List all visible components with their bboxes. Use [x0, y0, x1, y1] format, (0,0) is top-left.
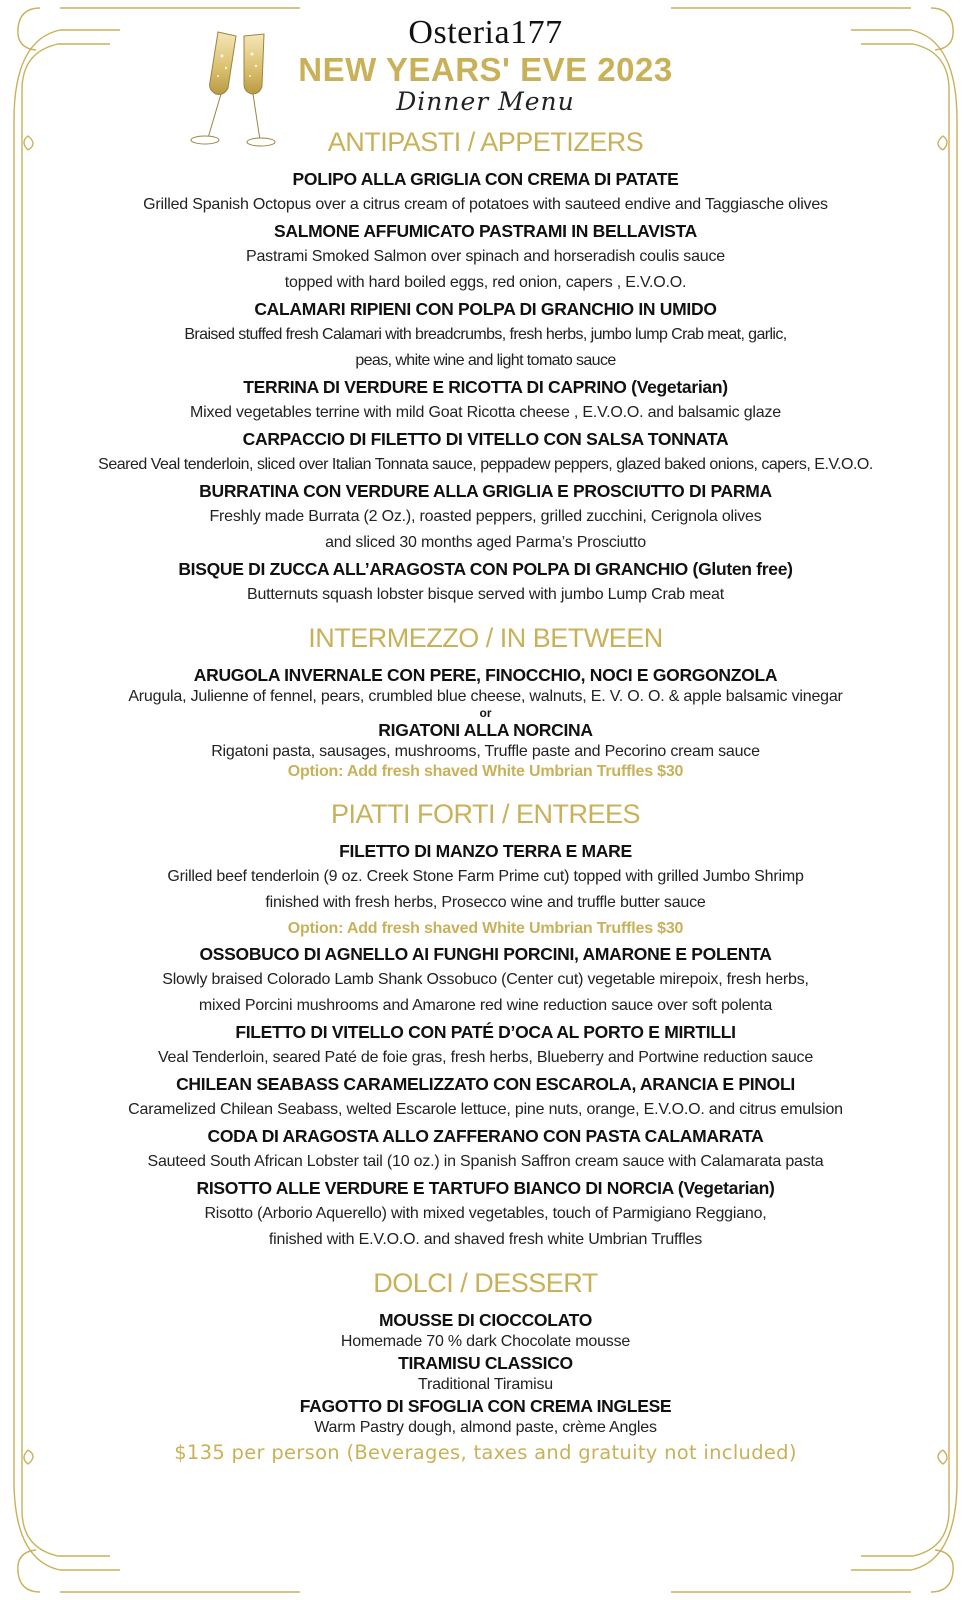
dish-description: Rigatoni pasta, sausages, mushrooms, Truffle paste and Pecorino cream sauce	[211, 743, 760, 760]
dish-description: Grilled beef tenderloin (9 oz. Creek Stone Farm Prime cut) topped with grilled Jumbo Shrimp	[167, 868, 804, 885]
dish-description: Pastrami Smoked Salmon over spinach and horseradish coulis sauce	[245, 248, 725, 265]
dish-description: Slowly braised Colorado Lamb Shank Ossobuco (Center cut) vegetable mirepoix, fresh herbs,	[162, 971, 809, 988]
section-title: INTERMEZZO / IN BETWEEN	[308, 623, 663, 653]
dish-name: SALMONE AFFUMICATO PASTRAMI IN BELLAVISTA	[274, 221, 697, 241]
dish-description: Warm Pastry dough, almond paste, crème Angles	[314, 1419, 657, 1436]
dish-name: MOUSSE DI CIOCCOLATO	[378, 1310, 593, 1330]
dish-description: Seared Veal tenderloin, sliced over Italian Tonnata sauce, peppadew peppers, glazed baked onions, capers, E.V.O.O.	[98, 456, 873, 473]
dish-name: RISOTTO ALLE VERDURE E TARTUFO BIANCO DI NORCIA (Vegetarian)	[196, 1178, 775, 1198]
section-intermezzo	[40, 620, 931, 782]
dish-name: BURRATINA CON VERDURE ALLA GRIGLIA E PROSCIUTTO DI PARMA	[199, 481, 772, 501]
dish-description: Homemade 70 % dark Chocolate mousse	[340, 1333, 631, 1350]
menu-header	[0, 14, 971, 116]
section-title: PIATTI FORTI / ENTREES	[330, 799, 641, 829]
dish-name: POLIPO ALLA GRIGLIA CON CREMA DI PATATE	[292, 169, 679, 189]
dish-name: TERRINA DI VERDURE E RICOTTA DI CAPRINO (Vegetarian)	[243, 377, 728, 397]
dish-name: TIRAMISU CLASSICO	[398, 1353, 573, 1373]
dish-description: finished with E.V.O.O. and shaved fresh white Umbrian Truffles	[268, 1231, 703, 1248]
dish-name: FAGOTTO DI SFOGLIA CON CREMA INGLESE	[299, 1396, 672, 1416]
dish-description: Braised stuffed fresh Calamari with breadcrumbs, fresh herbs, jumbo lump Crab meat, garlic,	[184, 326, 787, 343]
dish-description: Mixed vegetables terrine with mild Goat Ricotta cheese , E.V.O.O. and balsamic glaze	[190, 404, 781, 421]
dish-option: Option: Add fresh shaved White Umbrian Truffles $30	[287, 763, 684, 780]
dish-description: Traditional Tiramisu	[417, 1376, 553, 1393]
section-piatti	[40, 796, 931, 1253]
dish-name: ARUGOLA INVERNALE CON PERE, FINOCCHIO, NOCI E GORGONZOLA	[193, 665, 778, 685]
dish-description: Arugula, Julienne of fennel, pears, crumbled blue cheese, walnuts, E. V. O. O. & apple balsamic vinegar	[128, 688, 843, 705]
dish-name: FILETTO DI VITELLO CON PATÉ D’OCA AL PORTO E MIRTILLI	[235, 1022, 736, 1042]
dish-description: Butternuts squash lobster bisque served with jumbo Lump Crab meat	[246, 586, 725, 603]
event-title: NEW YEARS' EVE 2023	[298, 51, 673, 88]
dish-name: CODA DI ARAGOSTA ALLO ZAFFERANO CON PASTA CALAMARATA	[207, 1126, 764, 1146]
dish-description: Risotto (Arborio Aquerello) with mixed vegetables, touch of Parmigiano Reggiano,	[204, 1205, 767, 1222]
section-title: DOLCI / DESSERT	[373, 1268, 598, 1298]
dish-description: Grilled Spanish Octopus over a citrus cream of potatoes with sauteed endive and Taggiasche olives	[143, 196, 828, 213]
dish-name: CALAMARI RIPIENI CON POLPA DI GRANCHIO IN UMIDO	[254, 299, 717, 319]
dish-name: RIGATONI ALLA NORCINA	[378, 720, 593, 740]
menu-content	[40, 124, 931, 1468]
dish-option: Option: Add fresh shaved White Umbrian Truffles $30	[287, 920, 684, 937]
dish-description: finished with fresh herbs, Prosecco wine and truffle butter sauce	[265, 894, 706, 911]
dish-name: CHILEAN SEABASS CARAMELIZZATO CON ESCAROLA, ARANCIA E PINOLI	[176, 1074, 795, 1094]
section-title: ANTIPASTI / APPETIZERS	[327, 127, 644, 157]
price-footer: $135 per person (Beverages, taxes and gratuity not included)	[174, 1441, 797, 1464]
dish-description: Sauteed South African Lobster tail (10 oz.) in Spanish Saffron cream sauce with Calamarata pasta	[147, 1153, 824, 1170]
dish-name: OSSOBUCO DI AGNELLO AI FUNGHI PORCINI, AMARONE E POLENTA	[199, 944, 772, 964]
or-divider: or	[479, 706, 492, 720]
dish-name: BISQUE DI ZUCCA ALL’ARAGOSTA CON POLPA DI GRANCHIO (Gluten free)	[178, 559, 793, 579]
section-dolci	[40, 1265, 931, 1438]
dish-description: peas, white wine and light tomato sauce	[355, 352, 616, 369]
section-antipasti	[40, 124, 931, 608]
dish-description: mixed Porcini mushrooms and Amarone red wine reduction sauce over soft polenta	[198, 997, 773, 1014]
dish-description: Veal Tenderloin, seared Paté de foie gras, fresh herbs, Blueberry and Portwine reduction sauce	[157, 1049, 814, 1066]
dish-name: CARPACCIO DI FILETTO DI VITELLO CON SALSA TONNATA	[242, 429, 729, 449]
dish-description: topped with hard boiled eggs, red onion, capers , E.V.O.O.	[284, 274, 687, 291]
menu-subtitle: Dinner Menu	[396, 87, 575, 116]
dish-name: FILETTO DI MANZO TERRA E MARE	[339, 841, 632, 861]
restaurant-name: Osteria177	[408, 14, 563, 51]
dish-description: Caramelized Chilean Seabass, welted Escarole lettuce, pine nuts, orange, E.V.O.O. and citrus emulsion	[128, 1101, 843, 1118]
dish-description: and sliced 30 months aged Parma’s Prosciutto	[325, 534, 646, 551]
dish-description: Freshly made Burrata (2 Oz.), roasted peppers, grilled zucchini, Cerignola olives	[209, 508, 762, 525]
